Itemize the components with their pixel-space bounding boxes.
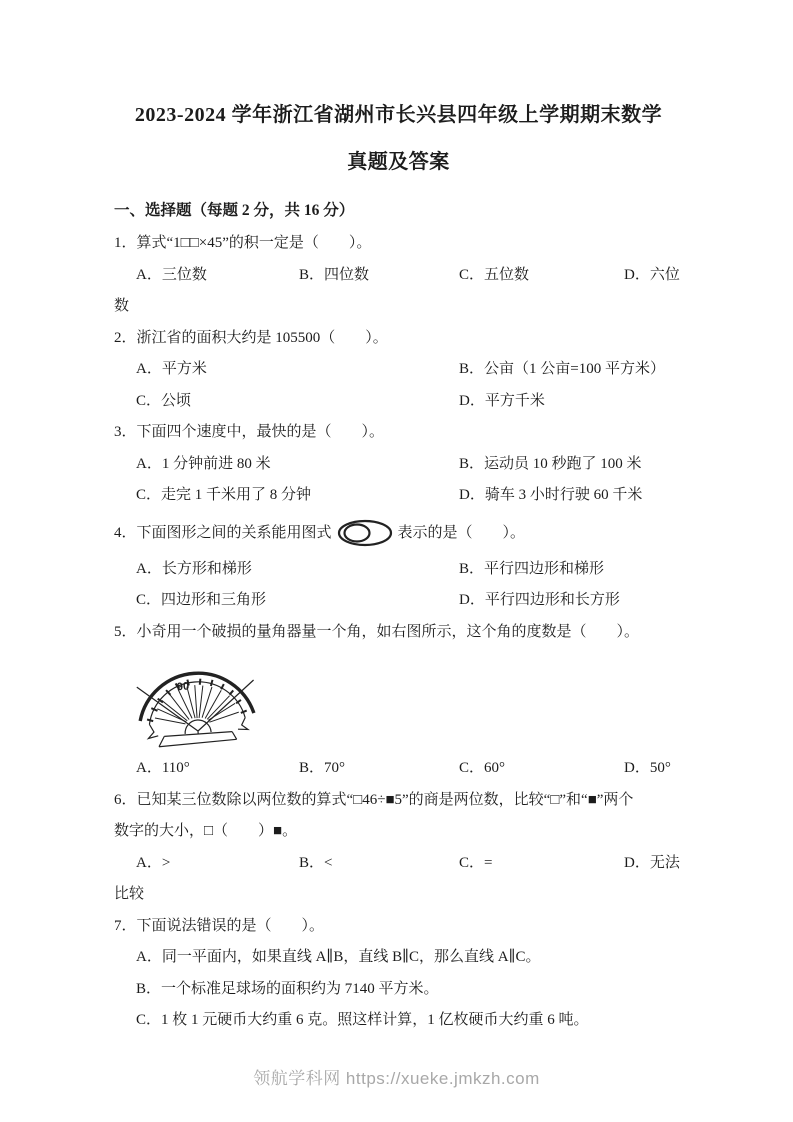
question-5-options <box>114 753 683 785</box>
q4-option-a: A．长方形和梯形 <box>136 560 252 577</box>
q3-option-d: D．骑车 3 小时行驶 60 千米 <box>459 487 643 503</box>
page-title-line2: 真题及答案 <box>347 151 450 173</box>
q4-option-d: D．平行四边形和长方形 <box>459 592 620 608</box>
protractor-90-label: 90 <box>176 680 190 694</box>
q1-option-b: B．四位数 <box>299 266 370 283</box>
question-6-options <box>114 848 683 880</box>
q2-option-d: D．平方千米 <box>459 392 545 409</box>
q3-option-c: C．走完 1 千米用了 8 分钟 <box>136 487 312 503</box>
q4-stem-before: 4．下面图形之间的关系能用图式 <box>114 524 332 541</box>
question-4-stem <box>114 512 683 554</box>
q5-option-b: B．70° <box>299 760 346 776</box>
q6-option-c: C．= <box>459 854 493 871</box>
q7-option-a: A．同一平面内，如果直线 A∥B，直线 B∥C，那么直线 A∥C。 <box>136 949 541 965</box>
question-2-options-row2 <box>114 386 683 418</box>
question-7-stem: 7．下面说法错误的是（ ）。 <box>114 917 325 934</box>
q2-option-a: A．平方米 <box>136 361 207 377</box>
q7-option-c: C．1 枚 1 元硬币大约重 6 克。照这样计算，1 亿枚硬币大约重 6 吨。 <box>136 1012 589 1028</box>
q4-stem-after: 表示的是（ ）。 <box>397 524 526 541</box>
question-2-stem: 2．浙江省的面积大约是 105500（ ）。 <box>114 329 388 346</box>
q5-option-d: D．50° <box>624 760 671 776</box>
section-heading: 一、选择题（每题 2 分，共 16 分） <box>114 202 355 219</box>
q1-option-d: D．六位 <box>624 266 680 283</box>
q6-option-d-wrap: 比较 <box>114 886 145 902</box>
q6-option-a: A．> <box>136 854 171 871</box>
question-6-stem-line1: 6．已知某三位数除以两位数的算式“□46÷■5”的商是两位数，比较“□”和“■”两个 <box>114 791 634 808</box>
broken-protractor-figure <box>134 651 262 751</box>
question-5-figure <box>134 651 683 751</box>
q1-option-d-wrap: 数 <box>114 298 130 314</box>
question-4-options-row2 <box>114 585 683 617</box>
question-2-options-row1 <box>114 354 683 386</box>
q2-option-b: B．公亩（1 公亩=100 平方米） <box>459 361 665 377</box>
question-3-options-row2 <box>114 480 683 512</box>
question-3-stem: 3．下面四个速度中，最快的是（ ）。 <box>114 424 385 440</box>
q5-option-c: C．60° <box>459 760 506 776</box>
question-5-stem: 5．小奇用一个破损的量角器量一个角，如右图所示，这个角的度数是（ ）。 <box>114 623 640 640</box>
q7-option-b: B．一个标准足球场的面积约为 7140 平方米。 <box>136 980 439 997</box>
watermark-site-link: 领航学科网 https://xueke.jmkzh.com <box>253 1069 540 1088</box>
q5-option-a: A．110° <box>136 760 190 776</box>
q2-option-c: C．公顷 <box>136 392 192 409</box>
q4-option-b: B．平行四边形和梯形 <box>459 560 605 577</box>
question-3-options-row1 <box>114 449 683 481</box>
q6-option-b: B．< <box>299 854 333 871</box>
q4-option-c: C．四边形和三角形 <box>136 592 267 608</box>
venn-diagram-nested-ovals <box>336 518 394 548</box>
q1-option-a: A．三位数 <box>136 266 207 283</box>
question-1-options <box>114 260 683 292</box>
q1-option-c: C．五位数 <box>459 266 530 283</box>
q3-option-a: A．1 分钟前进 80 米 <box>136 455 271 472</box>
question-4-options-row1 <box>114 554 683 586</box>
q3-option-b: B．运动员 10 秒跑了 100 米 <box>459 455 642 472</box>
q6-option-d: D．无法 <box>624 854 680 871</box>
question-6-stem-line2: 数字的大小，□（ ）■。 <box>114 823 298 839</box>
question-1-stem: 1．算式“1□□×45”的积一定是（ ）。 <box>114 235 372 251</box>
page-title-line1: 2023-2024 学年浙江省湖州市长兴县四年级上学期期末数学 <box>134 104 663 126</box>
